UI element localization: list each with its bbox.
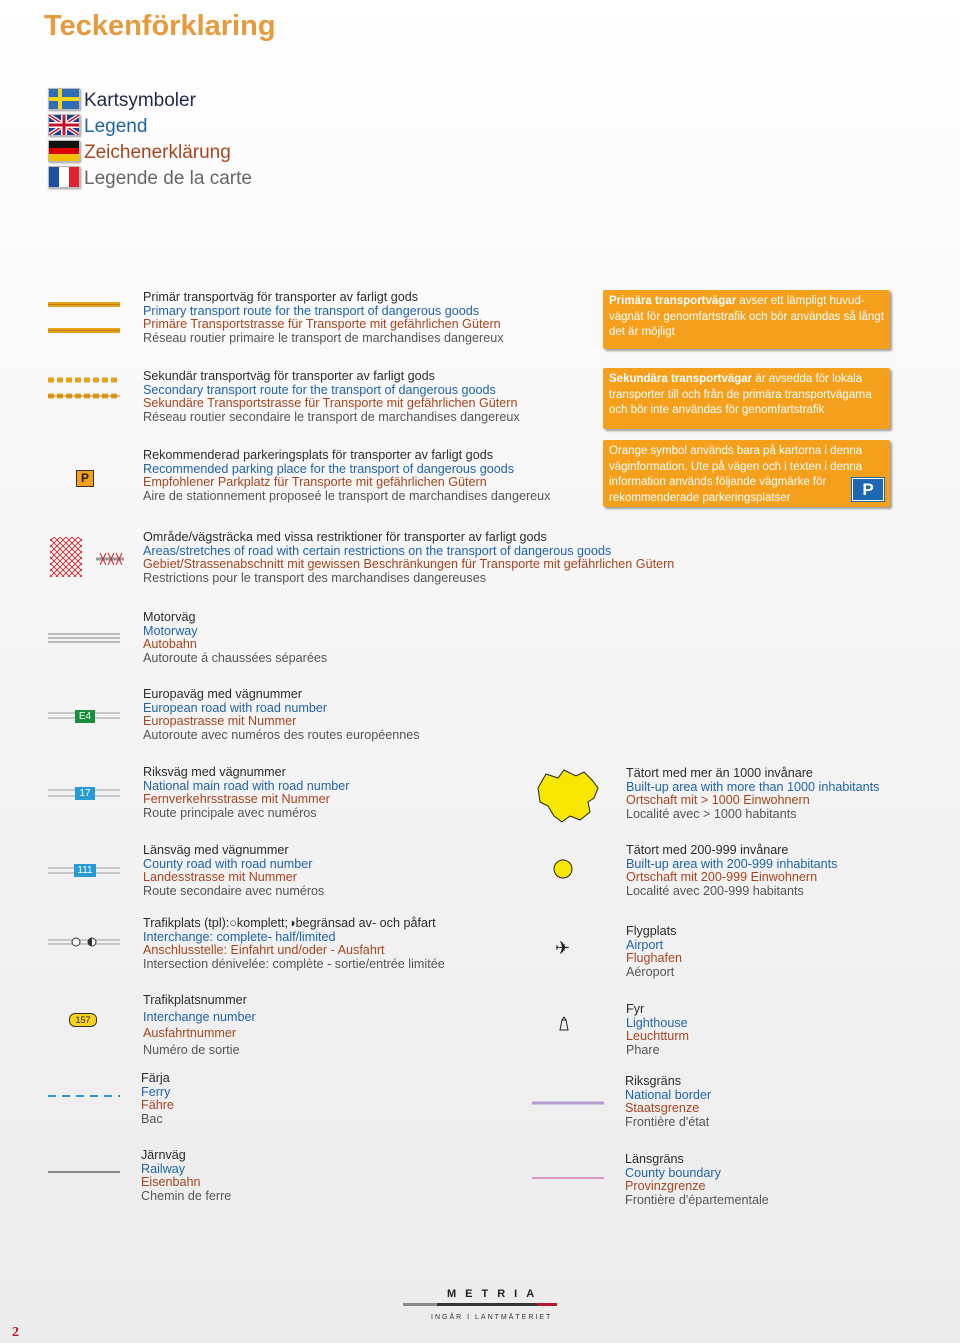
county-road-badge: 111 xyxy=(74,864,96,877)
limited-interchange-icon: ◑ xyxy=(288,916,296,930)
page-title: Teckenförklaring xyxy=(44,10,276,42)
european-road-badge: E4 xyxy=(75,710,95,723)
legend-restrictions-text: Område/vägsträcka med vissa restriktioner för transporter av farligt gods Areas/stretches of road with certain restrictions on the transport of dangerous goods Gebiet/Strassenabschnitt mit gewissen Beschränkungen für Transporte mit gefährlichen Gütern Restrictions pour le transport des marchandises dangereuses xyxy=(143,530,675,586)
french-flag-icon xyxy=(48,166,80,188)
county-border-symbol xyxy=(532,1175,604,1181)
parking-symbol: P xyxy=(76,470,94,487)
legend-county-border-text: Länsgräns County boundary Provinzgrenze Frontière d'épartementale xyxy=(625,1152,769,1208)
page-number: 2 xyxy=(12,1325,19,1340)
parking-info-box: Orange symbol används bara på kartorna i denna väginformation. Ute på vägen och i texten i denna information används följande vägmärke för rekommenderade parkeringsplatser P xyxy=(603,440,890,507)
national-border-symbol xyxy=(532,1100,604,1106)
legend-county-text: Länsväg med vägnummer County road with road number Landesstrasse mit Nummer Route secondaire avec numéros xyxy=(143,843,325,899)
primary-info-box: Primära transportvägar avser ett lämpligt huvud-vägnät för genomfartstrafik och bör användas så långt det är möjligt xyxy=(603,290,890,349)
legend-motorway-text: Motorväg Motorway Autobahn Autoroute á chaussées séparées xyxy=(143,610,328,666)
legend-interchange-text: Trafikplats (tpl):○komplett;◑begränsad av- och påfart Interchange: complete- half/limited Anschlusstelle: Einfahrt und/oder - Ausfahrt Intersection dénivelée: complète - sortie/entrée limitée xyxy=(143,916,445,972)
lang-label-french: Legende de la carte xyxy=(84,168,252,189)
swedish-flag-icon xyxy=(48,88,80,110)
interchange-symbol xyxy=(48,936,120,948)
lang-label-german: Zeichenerklärung xyxy=(84,142,231,163)
legend-national-border-text: Riksgräns National border Staatsgrenze Frontière d'état xyxy=(625,1074,712,1130)
lang-label-english: Legend xyxy=(84,116,148,137)
motorway-symbol xyxy=(48,632,120,646)
lighthouse-icon xyxy=(558,1016,570,1032)
parking-sign-icon: P xyxy=(852,478,884,501)
legend-lighthouse-text: Fyr Lighthouse Leuchtturm Phare xyxy=(626,1002,689,1058)
legend-national-text: Riksväg med vägnummer National main road with road number Fernverkehrsstrasse mit Nummer Route principale avec numéros xyxy=(143,765,350,821)
national-road-badge: 17 xyxy=(75,787,95,800)
legend-primary-text: Primär transportväg för transporter av farligt gods Primary transport route for the transport of dangerous goods Primäre Transportstrasse für Transporte mit gefährlichen Gütern Réseau routier primaire le transport de marchandises dangereux xyxy=(143,290,504,346)
metria-logo: METRIA xyxy=(447,1288,544,1300)
interchange-number-badge: 157 xyxy=(69,1013,97,1027)
restriction-area-symbol xyxy=(48,537,138,579)
legend-railway-text: Järnväg Railway Eisenbahn Chemin de ferre xyxy=(141,1148,232,1204)
german-flag-icon xyxy=(48,140,80,162)
secondary-info-box: Sekundära transportvägar är avsedda för lokala transporter till och från de primära transportvägarna och bör inte användas för genomfartstrafik xyxy=(603,368,890,429)
legend-parking-text: Rekommenderad parkeringsplats för transporter av farligt gods Recommended parking place for the transport of dangerous goods Empfohlener Parkplatz für Transporte mit gefährlichen Gütern Aire de stationnement proposeé le transport de marchandises dangereux xyxy=(143,448,551,504)
ferry-route-symbol xyxy=(48,1092,120,1100)
uk-flag-icon xyxy=(48,114,80,136)
logo-bar xyxy=(403,1302,557,1308)
legend-secondary-text: Sekundär transportväg för transporter av farligt gods Secondary transport route for the transport of dangerous goods Sekundäre Transportstrasse für Transporte mit gefährlichen Gütern Réseau routier secondaire le transport de marchandises dangereux xyxy=(143,369,520,425)
urban-area-small-symbol xyxy=(553,859,573,879)
complete-interchange-icon: ○ xyxy=(229,916,237,930)
legend-airport-text: Flygplats Airport Flughafen Aéroport xyxy=(626,924,683,980)
primary-route-symbol xyxy=(48,298,120,338)
logo-subtitle: INGÅR I LANTMÄTERIET xyxy=(431,1314,553,1321)
legend-urban-small-text: Tätort med 200-999 invånare Built-up area with 200-999 inhabitants Ortschaft mit 200-999 Einwohnern Localité avec 200-999 habitants xyxy=(626,843,838,899)
legend-interchange-number-text: Trafikplatsnummer Interchange number Ausfahrtnummer Numéro de sortie xyxy=(143,993,256,1057)
railway-symbol xyxy=(48,1169,120,1175)
secondary-route-symbol xyxy=(48,374,120,402)
urban-area-large-symbol xyxy=(526,766,610,826)
legend-ferry-text: Färja Ferry Fähre Bac xyxy=(141,1071,174,1127)
legend-europe-text: Europaväg med vägnummer European road with road number Europastrasse mit Nummer Autoroute avec numéros des routes européennes xyxy=(143,687,420,743)
lang-label-swedish: Kartsymboler xyxy=(84,90,196,111)
airport-icon: ✈ xyxy=(555,938,571,958)
legend-urban-large-text: Tätort med mer än 1000 invånare Built-up area with more than 1000 inhabitants Ortschaft mit > 1000 Einwohnern Localité avec > 1000 habitants xyxy=(626,766,880,822)
